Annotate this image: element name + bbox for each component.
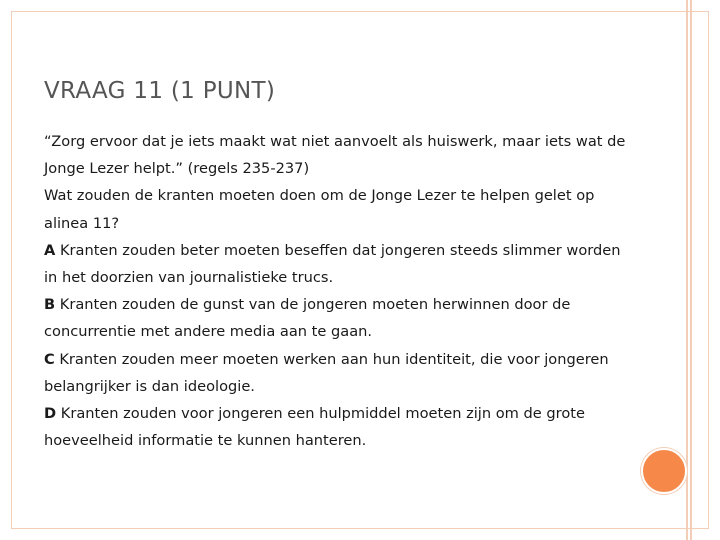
- option-letter: C: [44, 350, 55, 368]
- option-letter: D: [44, 405, 57, 423]
- question-text: Wat zouden de kranten moeten doen om de Jonge Lezer te helpen gelet op alinea 11?: [44, 187, 595, 232]
- decorative-band: [686, 0, 688, 540]
- option-d: [44, 400, 634, 454]
- option-c: [44, 346, 634, 400]
- option-text: Kranten zouden beter moeten beseffen dat jongeren steeds slimmer worden in het doorzien van journalistieke trucs.: [44, 241, 621, 287]
- slide-content: [44, 128, 634, 454]
- option-letter: B: [44, 296, 56, 314]
- slide-title: VRAAG 11 (1 PUNT): [44, 78, 276, 104]
- option-text: Kranten zouden meer moeten werken aan hun identiteit, die voor jongeren belangrijker is dan ideologie.: [44, 350, 609, 395]
- option-text: Kranten zouden voor jongeren een hulpmiddel moeten zijn om de grote hoeveelheid informatie te kunnen hanteren.: [44, 405, 585, 450]
- quote-text: “Zorg ervoor dat je iets maakt wat niet aanvoelt als huiswerk, maar iets wat de Jonge Lezer helpt.” (regels 235-237): [44, 133, 626, 178]
- option-letter: A: [44, 241, 56, 259]
- option-b: [44, 291, 634, 345]
- option-text: Kranten zouden de gunst van de jongeren moeten herwinnen door de concurrentie met andere media aan te gaan.: [44, 296, 571, 341]
- decorative-band: [690, 0, 692, 540]
- decorative-circle: [641, 448, 687, 494]
- option-a: [44, 237, 634, 291]
